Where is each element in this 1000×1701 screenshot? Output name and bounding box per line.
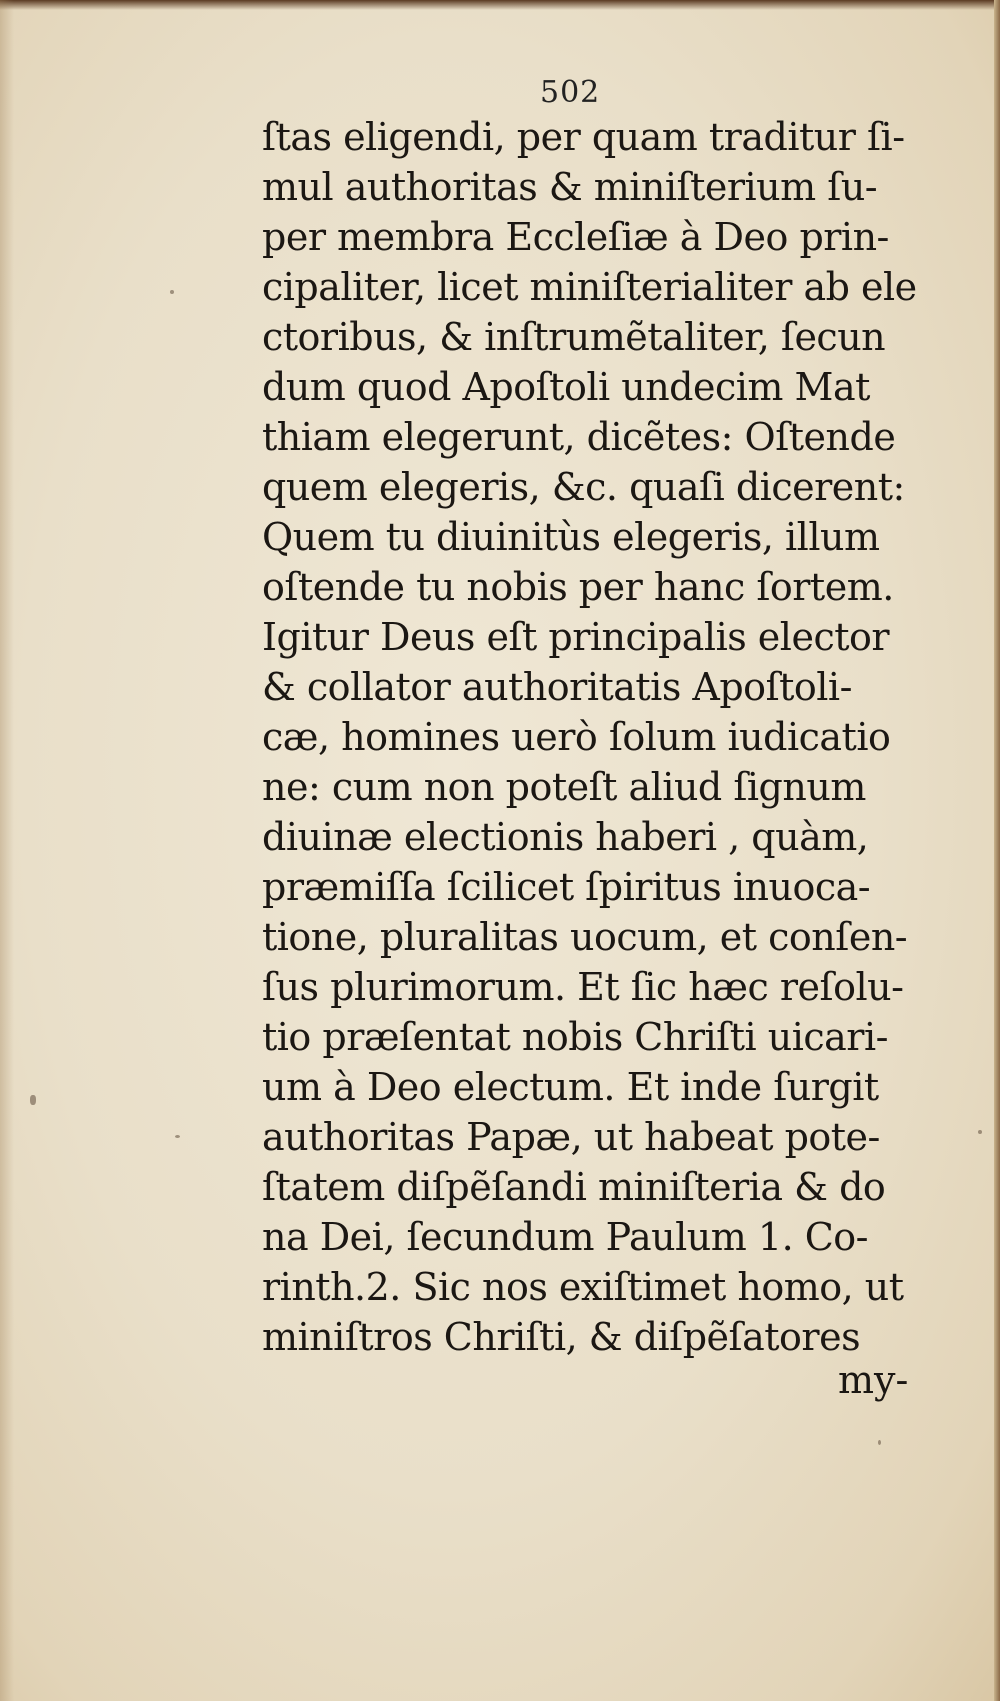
text-line: oſtende tu nobis per hanc ſortem.	[262, 565, 894, 609]
page-top-edge	[0, 0, 1000, 10]
text-line: ſtatem diſpẽſandi miniſteria & do	[262, 1165, 886, 1209]
text-line: dum quod Apoſtoli undecim Mat	[262, 365, 870, 409]
text-line: authoritas Papæ, ut habeat pote-	[262, 1115, 880, 1159]
text-line: præmiſſa ſcilicet ſpiritus inuoca-	[262, 865, 871, 909]
text-line: na Dei, ſecundum Paulum 1. Co-	[262, 1215, 869, 1259]
text-line: diuinæ electionis haberi , quàm,	[262, 815, 869, 859]
catchword: my-	[838, 1358, 909, 1402]
text-line: cipaliter, licet miniſterialiter ab ele	[262, 265, 917, 309]
text-line: per membra Eccleſiæ à Deo prin-	[262, 215, 889, 259]
text-line: mul authoritas & miniſterium ſu-	[262, 165, 878, 209]
paper-speck	[878, 1440, 881, 1445]
text-line: ctoribus, & inſtrumẽtaliter, ſecun	[262, 315, 886, 359]
text-line: ne: cum non poteſt aliud ſignum	[262, 765, 866, 809]
text-line: tione, pluralitas uocum, et conſen-	[262, 915, 908, 959]
paper-speck	[175, 1135, 180, 1138]
text-line: rinth.2. Sic nos exiſtimet homo, ut	[262, 1265, 904, 1309]
text-line: um à Deo electum. Et inde ſurgit	[262, 1065, 879, 1109]
text-block	[262, 112, 952, 1362]
text-line: quem elegeris, &c. quaſi dicerent:	[262, 465, 905, 509]
paper-speck	[30, 1095, 36, 1105]
paper-speck	[978, 1130, 982, 1134]
page-right-edge	[994, 0, 1000, 1701]
paper-speck	[170, 290, 174, 294]
text-line: cæ, homines uerò ſolum iudicatio	[262, 715, 891, 759]
text-line: & collator authoritatis Apoſtoli-	[262, 665, 852, 709]
text-line: ſus plurimorum. Et ſic hæc reſolu-	[262, 965, 904, 1009]
text-line: ſtas eligendi, per quam traditur ſi-	[262, 115, 905, 159]
text-line: Igitur Deus eſt principalis elector	[262, 615, 890, 659]
gutter-shadow	[0, 0, 14, 1701]
text-line: thiam elegerunt, dicẽtes: Oſtende	[262, 415, 896, 459]
text-line: tio præſentat nobis Chriſti uicari-	[262, 1015, 888, 1059]
text-line: Quem tu diuinitùs elegeris, illum	[262, 515, 880, 559]
text-line: miniſtros Chriſti, & diſpẽſatores	[262, 1315, 861, 1359]
page-number: 502	[540, 75, 601, 110]
